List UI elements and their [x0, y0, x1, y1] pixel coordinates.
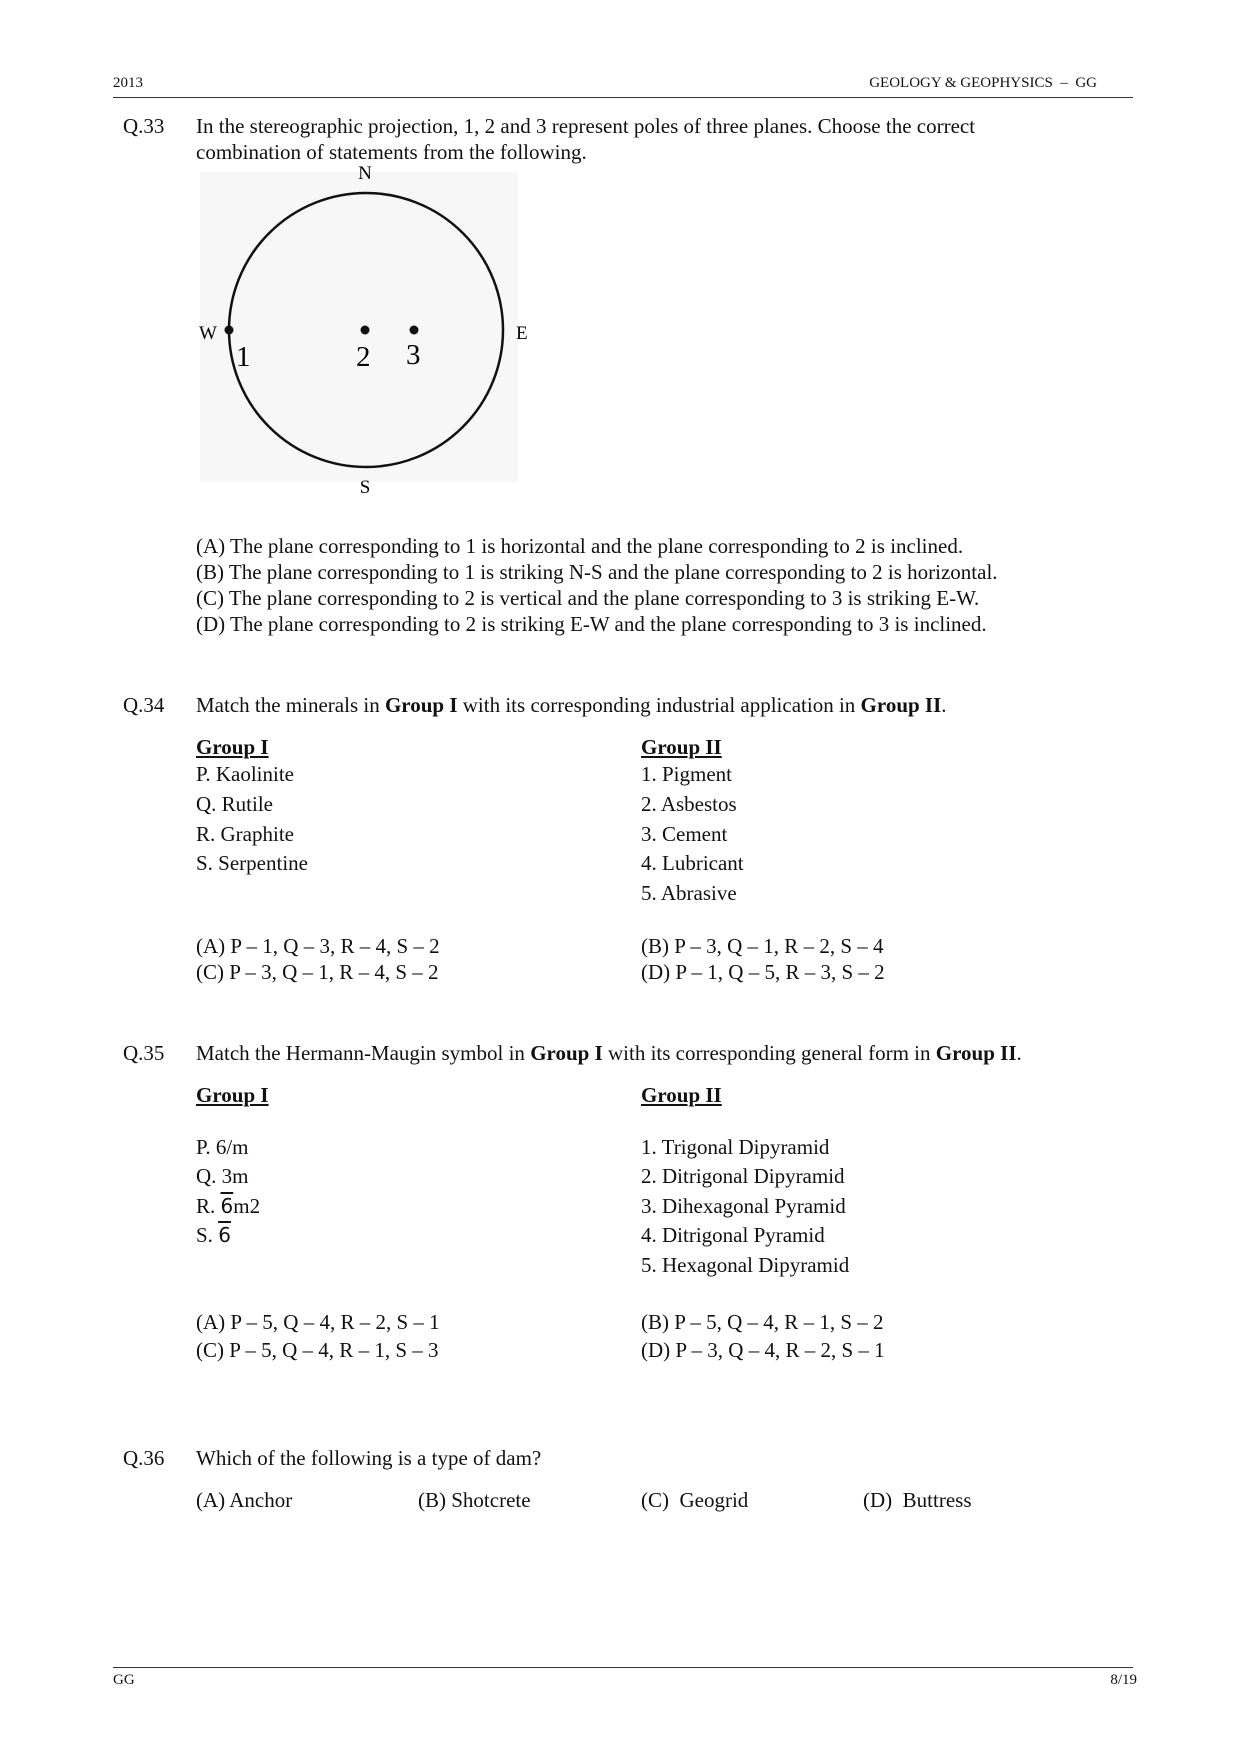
q35-text	[196, 1040, 1022, 1066]
q34-group1-title: Group I	[196, 735, 269, 759]
q34-group2-item: 3. Cement	[641, 822, 728, 846]
q33-number: Q.33	[123, 114, 165, 138]
q34-text-mid: with its corresponding industrial application in	[457, 693, 861, 717]
q36-option-a: (A) Anchor	[196, 1488, 293, 1512]
stereonet-figure	[190, 160, 530, 500]
q34-text	[196, 692, 947, 718]
q34-group2-item: 1. Pigment	[641, 762, 733, 786]
east-label: E	[516, 323, 528, 344]
q35-group2-item: 4. Ditrigonal Pyramid	[641, 1223, 825, 1247]
q34-text-end: .	[941, 693, 947, 717]
q35-group2-title: Group II	[641, 1083, 722, 1107]
q36-number: Q.36	[123, 1446, 165, 1470]
q33-option-c: (C) The plane corresponding to 2 is vertical and the plane corresponding to 3 is striking E-W.	[196, 586, 980, 610]
q35-option-b: (B) P – 5, Q – 4, R – 1, S – 2	[641, 1310, 884, 1334]
q34-group2-item: 2. Asbestos	[641, 792, 737, 816]
q34-group1-item: R. Graphite	[196, 822, 294, 846]
q36-option-c: (C) Geogrid	[641, 1488, 749, 1512]
q35-group2-item: 5. Hexagonal Dipyramid	[641, 1253, 850, 1277]
q34-option-c: (C) P – 3, Q – 1, R – 4, S – 2	[196, 960, 439, 984]
q35-r-prefix: R.	[196, 1194, 221, 1218]
q34-group1-item: Q. Rutile	[196, 792, 273, 816]
q35-option-a: (A) P – 5, Q – 4, R – 2, S – 1	[196, 1310, 440, 1334]
q35-option-d: (D) P – 3, Q – 4, R – 2, S – 1	[641, 1338, 885, 1362]
q33-options	[196, 533, 998, 637]
q34-text-group1: Group I	[384, 693, 458, 717]
q34-option-a: (A) P – 1, Q – 3, R – 4, S – 2	[196, 934, 440, 958]
q35-s-prefix: S.	[196, 1223, 219, 1247]
q34-number: Q.34	[123, 693, 165, 717]
q33-text-line2: combination of statements from the following.	[196, 140, 587, 164]
q36-text: Which of the following is a type of dam?	[196, 1446, 542, 1470]
footer-code: GG	[113, 1672, 135, 1688]
q35-r-suffix: m2	[233, 1194, 261, 1218]
pole-1-label: 1	[236, 341, 251, 373]
q36-option-b: (B) Shotcrete	[418, 1488, 531, 1512]
q34-text-pre: Match the minerals in	[196, 693, 385, 717]
q35-group1-item-s	[196, 1222, 231, 1248]
q35-option-c: (C) P – 5, Q – 4, R – 1, S – 3	[196, 1338, 439, 1362]
q35-group2-item: 2. Ditrigonal Dipyramid	[641, 1164, 845, 1188]
south-label: S	[359, 477, 371, 498]
q34-group1-item: P. Kaolinite	[196, 762, 294, 786]
q35-group1-item-q: Q. 3m	[196, 1164, 249, 1188]
q35-number: Q.35	[123, 1041, 165, 1065]
q34-option-d: (D) P – 1, Q – 5, R – 3, S – 2	[641, 960, 885, 984]
q35-text-pre: Match the Hermann-Maugin symbol in	[196, 1041, 531, 1065]
north-label: N	[358, 163, 372, 184]
q35-text-end: .	[1016, 1041, 1022, 1065]
q34-text-group2: Group II	[860, 693, 942, 717]
q33-option-d: (D) The plane corresponding to 2 is striking E-W and the plane corresponding to 3 is inclined.	[196, 612, 987, 636]
q35-text-mid: with its corresponding general form in	[602, 1041, 936, 1065]
stereonet-background	[200, 172, 518, 482]
pole-3-label: 3	[406, 339, 421, 371]
q35-text-group1: Group I	[530, 1041, 603, 1065]
q35-text-group2: Group II	[935, 1041, 1017, 1065]
header-year: 2013	[113, 75, 143, 91]
q35-s-rotoinversion: 6	[218, 1223, 231, 1247]
header-rule	[113, 97, 1133, 98]
header-subject: GEOLOGY & GEOPHYSICS – GG	[869, 75, 1097, 91]
pole-3-dot	[410, 326, 419, 335]
q35-group2-item: 3. Dihexagonal Pyramid	[641, 1194, 846, 1218]
pole-1-dot	[225, 326, 234, 335]
q34-group1-item: S. Serpentine	[196, 851, 308, 875]
q34-group2-item: 4. Lubricant	[641, 851, 744, 875]
q33-option-a: (A) The plane corresponding to 1 is horizontal and the plane corresponding to 2 is inclined.	[196, 534, 964, 558]
q33-text-line1: In the stereographic projection, 1, 2 and 3 represent poles of three planes. Choose the correct	[196, 114, 976, 138]
pole-2-dot	[361, 326, 370, 335]
q33-option-b: (B) The plane corresponding to 1 is striking N-S and the plane corresponding to 2 is horizontal.	[196, 560, 998, 584]
q34-group2-title: Group II	[641, 735, 722, 759]
q35-group1-item-r	[196, 1193, 260, 1219]
west-label: W	[199, 323, 217, 344]
footer-rule	[113, 1667, 1133, 1668]
footer-page-number: 8/19	[1110, 1672, 1137, 1688]
q34-option-b: (B) P – 3, Q – 1, R – 2, S – 4	[641, 934, 884, 958]
q35-group1-title: Group I	[196, 1083, 269, 1107]
pole-2-label: 2	[356, 341, 371, 373]
q34-group2-item: 5. Abrasive	[641, 881, 737, 905]
q36-option-d: (D) Buttress	[863, 1488, 972, 1512]
q35-group1-item-p: P. 6/m	[196, 1135, 249, 1159]
q35-r-rotoinversion: 6	[220, 1194, 234, 1218]
q35-group2-item: 1. Trigonal Dipyramid	[641, 1135, 830, 1159]
